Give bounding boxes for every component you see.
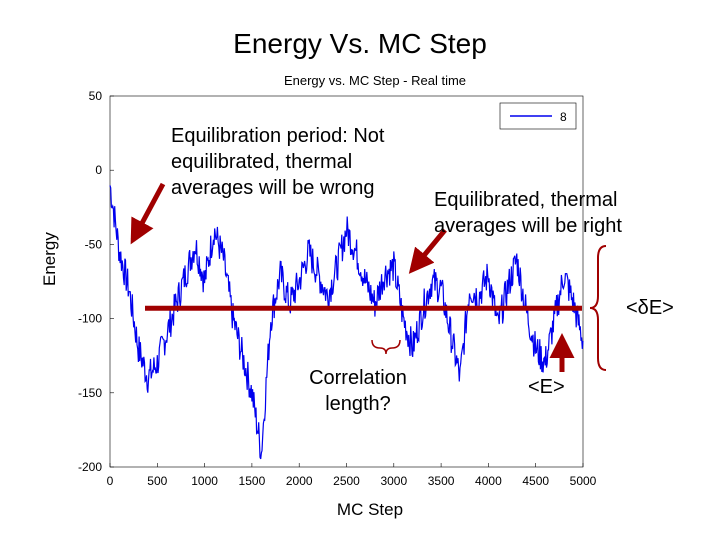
legend <box>500 103 576 129</box>
x-tick-label: 3000 <box>380 474 408 488</box>
fluctuation-label: <δE> <box>626 297 674 319</box>
equilibration-arrow <box>133 184 163 240</box>
legend-entry: 8 <box>560 110 567 124</box>
chart-title: Energy vs. MC Step - Real time <box>283 73 467 88</box>
x-tick-label: 4000 <box>475 474 502 488</box>
annotation-line: averages will be wrong <box>171 177 375 199</box>
x-tick-label: 5000 <box>569 474 597 488</box>
y-tick-label: -150 <box>77 385 102 400</box>
y-tick-label: 0 <box>95 163 102 178</box>
y-tick-label: -50 <box>84 237 102 252</box>
annotation-line: Equilibration period: Not <box>171 125 385 147</box>
correlation-brace <box>372 340 400 354</box>
y-tick-label: -200 <box>77 460 102 474</box>
y-tick-label: 50 <box>88 89 102 103</box>
x-tick-label: 1500 <box>238 474 266 488</box>
x-tick-label: 2500 <box>333 474 360 488</box>
x-tick-label: 500 <box>147 474 168 488</box>
x-tick-label: 2000 <box>285 474 313 488</box>
annotation-line: Correlation <box>309 367 407 389</box>
y-axis-label: Energy <box>40 232 59 286</box>
mean-energy-label: <E> <box>528 376 565 398</box>
x-axis-label: MC Step <box>336 500 404 519</box>
annotation-line: equilibrated, thermal <box>171 151 353 173</box>
annotation-line: averages will be right <box>434 215 622 237</box>
annotation-line: Equilibrated, thermal <box>434 189 618 211</box>
correlation-annotation <box>296 365 420 417</box>
y-tick-label: -100 <box>77 311 102 326</box>
equilibration-period-annotation <box>171 123 384 201</box>
x-tick-label: 1000 <box>191 474 218 488</box>
slide-title: Energy Vs. MC Step <box>233 28 487 59</box>
x-tick-label: 0 <box>106 474 114 488</box>
equilibrated-annotation <box>434 187 622 239</box>
annotation-line: length? <box>325 393 391 415</box>
x-tick-label: 3500 <box>427 474 455 488</box>
x-tick-label: 4500 <box>522 474 550 488</box>
fluctuation-brace <box>590 246 606 370</box>
